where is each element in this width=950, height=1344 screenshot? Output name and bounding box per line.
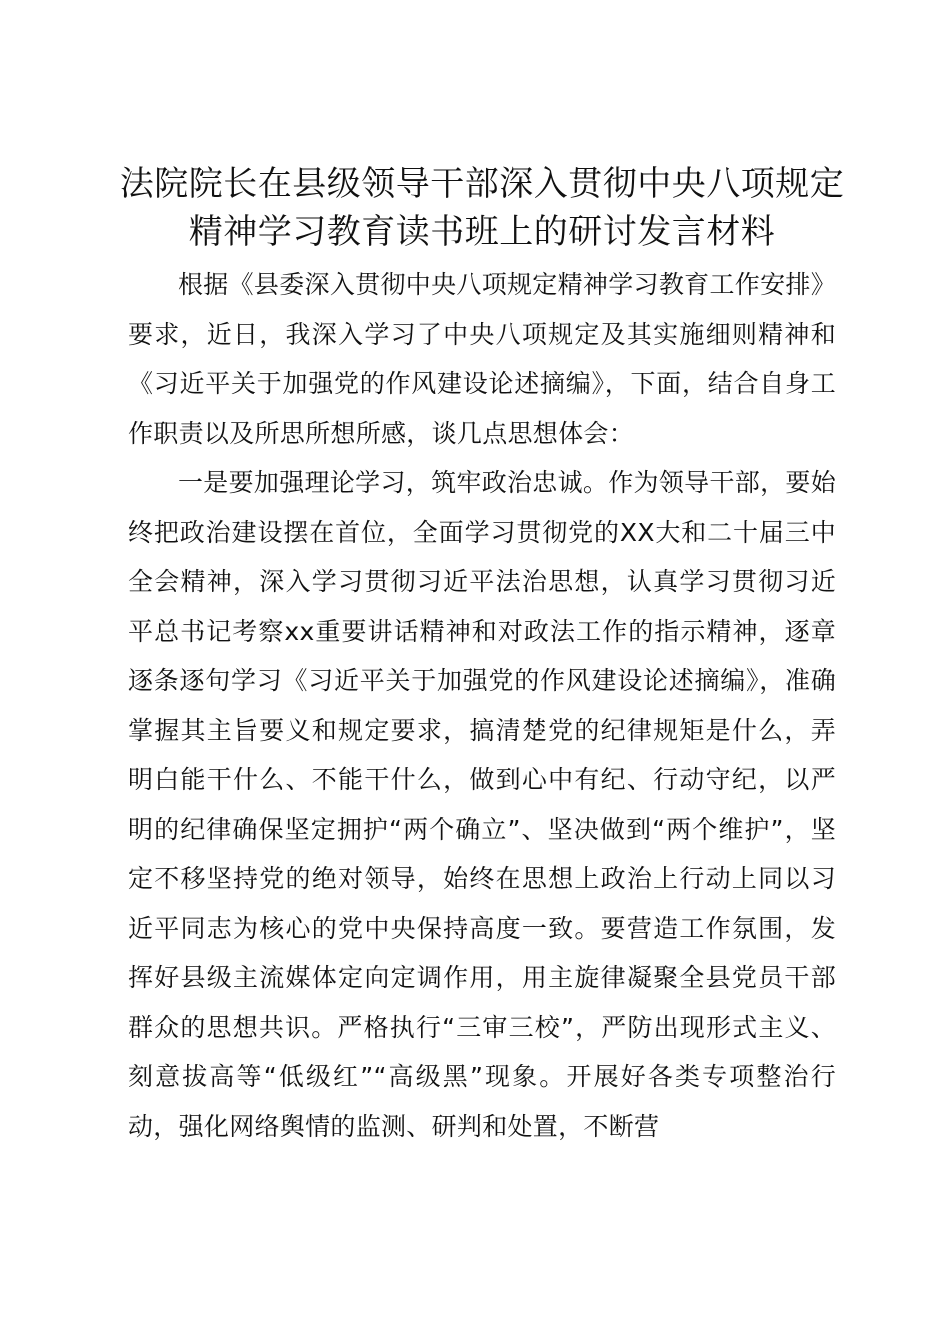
document-title: 法院院长在县级领导干部深入贯彻中央八项规定精神学习教育读书班上的研讨发言材料	[119, 164, 845, 252]
document-page	[119, 160, 845, 1151]
paragraph-intro: 根据《县委深入贯彻中央八项规定精神学习教育工作安排》要求，近日，我深入学习了中央八项规定及其实施细则精神和《习近平关于加强党的作风建设论述摘编》，下面，结合自身工作职责以及所思所想所感，谈几点思想体会：	[128, 270, 836, 448]
paragraph-point-one: 一是要加强理论学习，筑牢政治忠诚。作为领导干部，要始终把政治建设摆在首位，全面学习贯彻党的XX大和二十届三中全会精神，深入学习贯彻习近平法治思想，认真学习贯彻习近平总书记考察xx重要讲话精神和对政法工作的指示精神，逐章逐条逐句学习《习近平关于加强党的作风建设论述摘编》，准确掌握其主旨要义和规定要求，搞清楚党的纪律规矩是什么，弄明白能干什么、不能干什么，做到心中有纪、行动守纪，以严明的纪律确保坚定拥护“两个确立”、坚决做到“两个维护”，坚定不移坚持党的绝对领导，始终在思想上政治上行动上同以习近平同志为核心的党中央保持高度一致。要营造工作氛围，发挥好县级主流媒体定向定调作用，用主旋律凝聚全县党员干部群众的思想共识。严格执行“三审三校”，严防出现形式主义、刻意拔高等“低级红”“高级黑”现象。开展好各类专项整治行动，强化网络舆情的监测、研判和处置，不断营	[128, 468, 836, 1141]
